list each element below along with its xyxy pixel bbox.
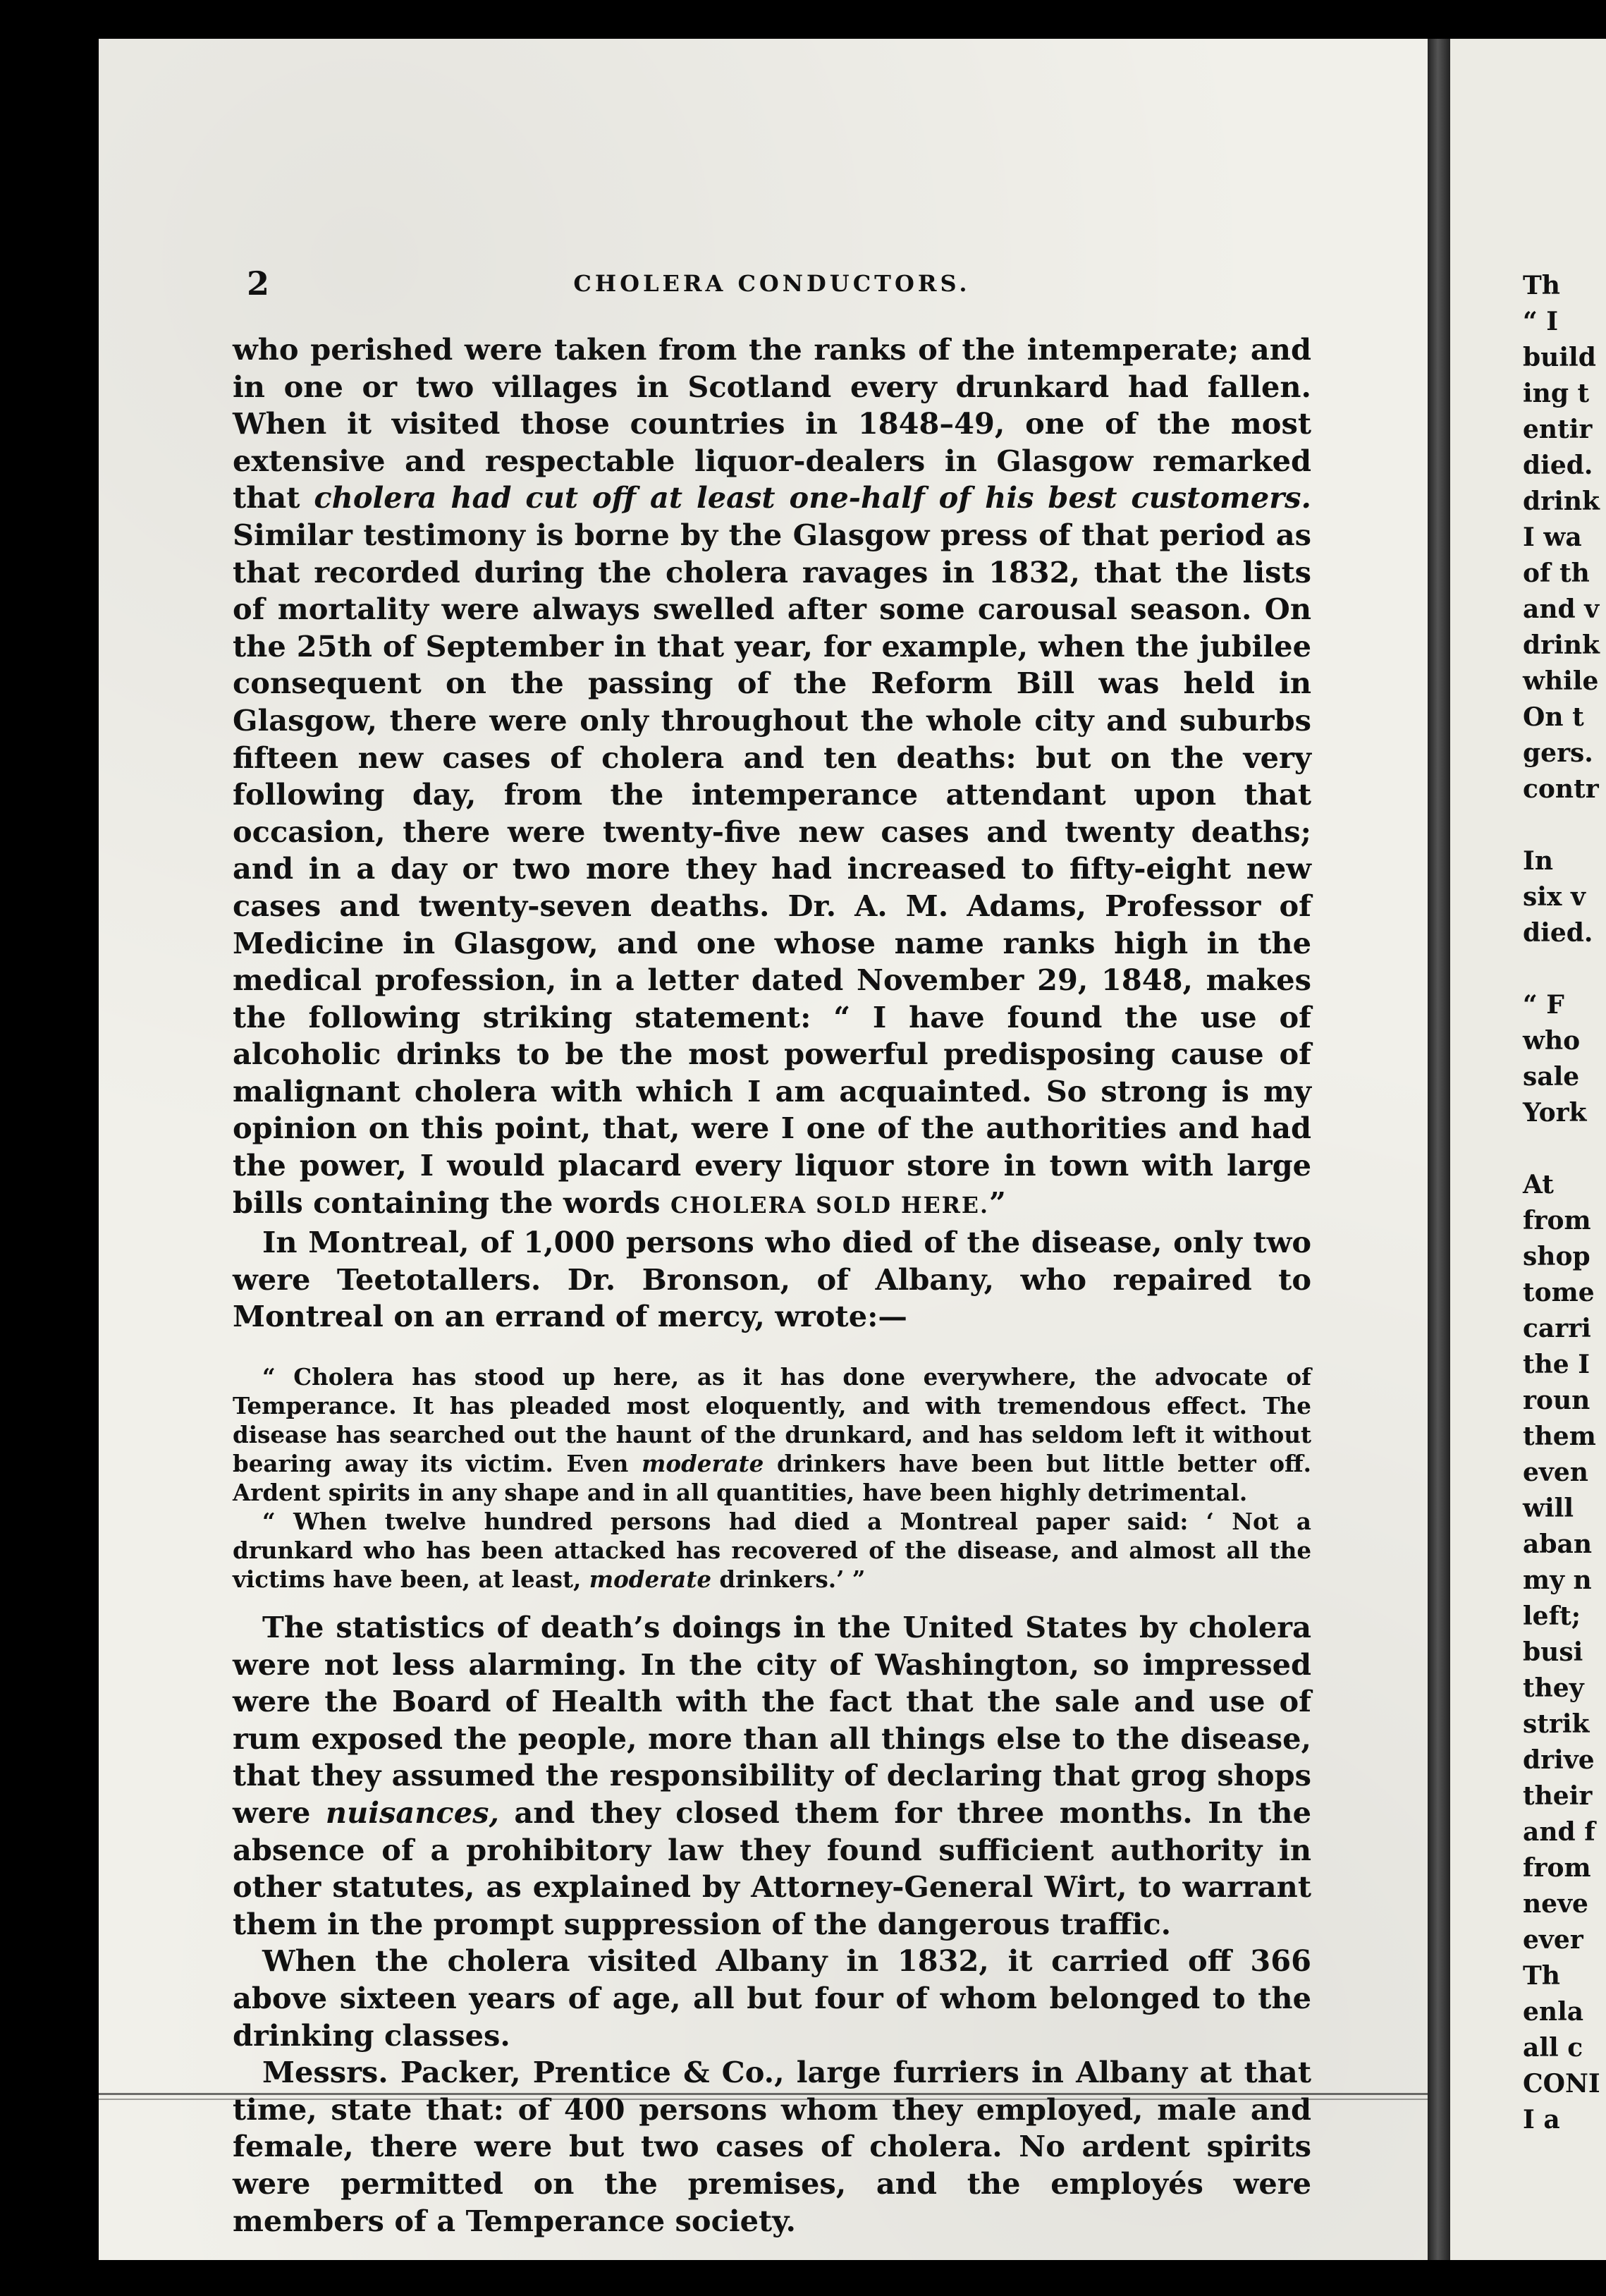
- paragraph: Messrs. Packer, Prentice & Co., large furriers in Albany at that time, state that: of 400 persons whom they employed, male and female, there were but two cases of cholera. No ardent spirits were permitted on the premises, and the employés were members of a Temperance society.: [233, 2055, 1311, 2238]
- right-page-fragment: drive: [1523, 1745, 1595, 1775]
- right-page-fragment: aban: [1523, 1529, 1592, 1559]
- paragraph: When the cholera visited Albany in 1832, it carried off 366 above sixteen years of age, all but four of whom belonged to the drinking classes.: [233, 1943, 1311, 2053]
- quote-paragraph: “ When twelve hundred persons had died a Montreal paper said: ‘ Not a drunkard who has been attacked has recovered of the disease, and almost all the victims have been, at least, moderate drinkers.’ ”: [233, 1508, 1311, 1594]
- right-page-fragment: In: [1523, 846, 1554, 876]
- right-page-fragment: six v: [1523, 882, 1586, 912]
- right-page-fragment: and v: [1523, 594, 1600, 624]
- right-page-fragment: “ F: [1523, 990, 1564, 1020]
- right-page-fragment: died.: [1523, 918, 1593, 948]
- right-page-fragment: gers.: [1523, 738, 1593, 768]
- right-page-fragment: contr: [1523, 774, 1599, 804]
- right-page-fragment: them: [1523, 1422, 1596, 1451]
- right-page-fragment: drink: [1523, 487, 1600, 516]
- right-page-fragment: [1523, 951, 1606, 987]
- right-page-fragment: from: [1523, 1853, 1591, 1883]
- right-page-fragment: while: [1523, 666, 1599, 696]
- right-page-fragment: of th: [1523, 558, 1590, 588]
- right-page-fragment: ever: [1523, 1925, 1583, 1955]
- right-page-fragment: On t: [1523, 702, 1584, 732]
- right-page-fragment: sale: [1523, 1062, 1580, 1092]
- right-page-fragment: [1523, 1131, 1606, 1167]
- right-page-fragment: they: [1523, 1673, 1584, 1703]
- right-page-fragment: I wa: [1523, 523, 1582, 552]
- running-head: CHOLERA CONDUCTORS.: [573, 270, 971, 297]
- right-page-fragment: York: [1523, 1098, 1587, 1128]
- right-page-fragment: all c: [1523, 2033, 1583, 2063]
- right-page-fragment: enla: [1523, 1997, 1584, 2027]
- right-page-fragment: left;: [1523, 1601, 1581, 1631]
- right-page-fragment: shop: [1523, 1242, 1590, 1271]
- paragraph: who perished were taken from the ranks of the intemperate; and in one or two villages in Scotland every drunkard had fallen. When it visited those countries in 1848–49, one of the most extensive and respectable liquor-dealers in Glasgow remarked that cholera had cut off at least one-half of his best customers. Similar testimony is borne by the Glasgow press of that period as that recorded during the cholera ravages in 1832, that the lists of mortality were always swelled after some carousal season. On the 25th of September in that year, for example, when the jubilee consequent on the passing of the Reform Bill was held in Glasgow, there were only throughout the whole city and suburbs fifteen new cases of cholera and ten deaths: but on the very following day, from the intemperance attendant upon that occasion, there were twenty-five new cases and twenty deaths; and in a day or two more they had increased to fifty-eight new cases and twenty-seven deaths. Dr. A. M. Adams, Professor of Medicine in Glasgow, and one whose name ranks high in the medical profession, in a letter dated November 29, 1848, makes the following striking statement: “ I have found the use of alcoholic drinks to be the most powerful predisposing cause of malignant cholera with which I am acquainted. So strong is my opinion on this point, that, were I one of the authorities and had the power, I would placard every liquor store in town with large bills containing the words CHOLERA SOLD HERE.”: [233, 332, 1311, 1220]
- block-quote: [233, 1362, 1311, 1594]
- right-page-fragment: CONI: [1523, 2069, 1600, 2099]
- right-page-fragment: Th: [1523, 271, 1560, 300]
- page-body: [233, 331, 1311, 2240]
- right-page-fragment: died.: [1523, 451, 1593, 480]
- right-page-fragment: the I: [1523, 1350, 1590, 1379]
- paragraph: In Montreal, of 1,000 persons who died of the disease, only two were Teetotallers. Dr. Bronson, of Albany, who repaired to Montreal on an errand of mercy, wrote:—: [233, 1225, 1311, 1334]
- right-page-fragment: will: [1523, 1494, 1574, 1523]
- right-page-fragment: build: [1523, 343, 1596, 372]
- right-page-fragment: I a: [1523, 2105, 1560, 2135]
- right-page-fragment: busi: [1523, 1637, 1583, 1667]
- right-page-fragment: ing t: [1523, 379, 1590, 408]
- right-page-fragment: from: [1523, 1206, 1591, 1235]
- right-page-text-fragments: [1523, 268, 1606, 2138]
- right-page-fragment: my n: [1523, 1565, 1592, 1595]
- paragraph: The statistics of death’s doings in the United States by cholera were not less alarming. In the city of Washington, so impressed were the Board of Health with the fact that the sale and use of rum exposed the people, more than all things else to the disease, that they assumed the responsibility of declaring that grog shops were nuisances, and they closed them for three months. In the absence of a prohibitory law they found sufficient authority in other statutes, as explained by Attorney-General Wirt, to warrant them in the prompt suppression of the dangerous traffic.: [233, 1610, 1311, 1941]
- quote-paragraph: “ Cholera has stood up here, as it has done everywhere, the advocate of Temperance. It has pleaded most eloquently, and with tremendous effect. The disease has searched out the haunt of the drunkard, and has seldom left it without bearing away its victim. Even moderate drinkers have been but little better off. Ardent spirits in any shape and in all quantities, have been highly detrimental.: [233, 1363, 1311, 1507]
- right-page-fragment: even: [1523, 1458, 1588, 1487]
- right-page-fragment: neve: [1523, 1889, 1588, 1919]
- right-page-fragment: strik: [1523, 1709, 1590, 1739]
- page-header: [233, 264, 1311, 307]
- right-page-fragment: “ I: [1523, 307, 1559, 336]
- page-number: 2: [247, 264, 270, 303]
- right-page-fragment: carri: [1523, 1314, 1591, 1343]
- right-page-fragment: entir: [1523, 415, 1593, 444]
- right-page-fragment: roun: [1523, 1386, 1590, 1415]
- right-page-fragment: and f: [1523, 1817, 1595, 1847]
- right-page-fragment: At: [1523, 1170, 1554, 1199]
- right-page-fragment: who: [1523, 1026, 1581, 1056]
- right-page-fragment: their: [1523, 1781, 1593, 1811]
- right-page-fragment: Th: [1523, 1961, 1560, 1991]
- book-gutter: [1428, 39, 1450, 2260]
- right-page-fragment: drink: [1523, 630, 1600, 660]
- right-page-fragment: tome: [1523, 1278, 1595, 1307]
- right-page-fragment: [1523, 807, 1606, 843]
